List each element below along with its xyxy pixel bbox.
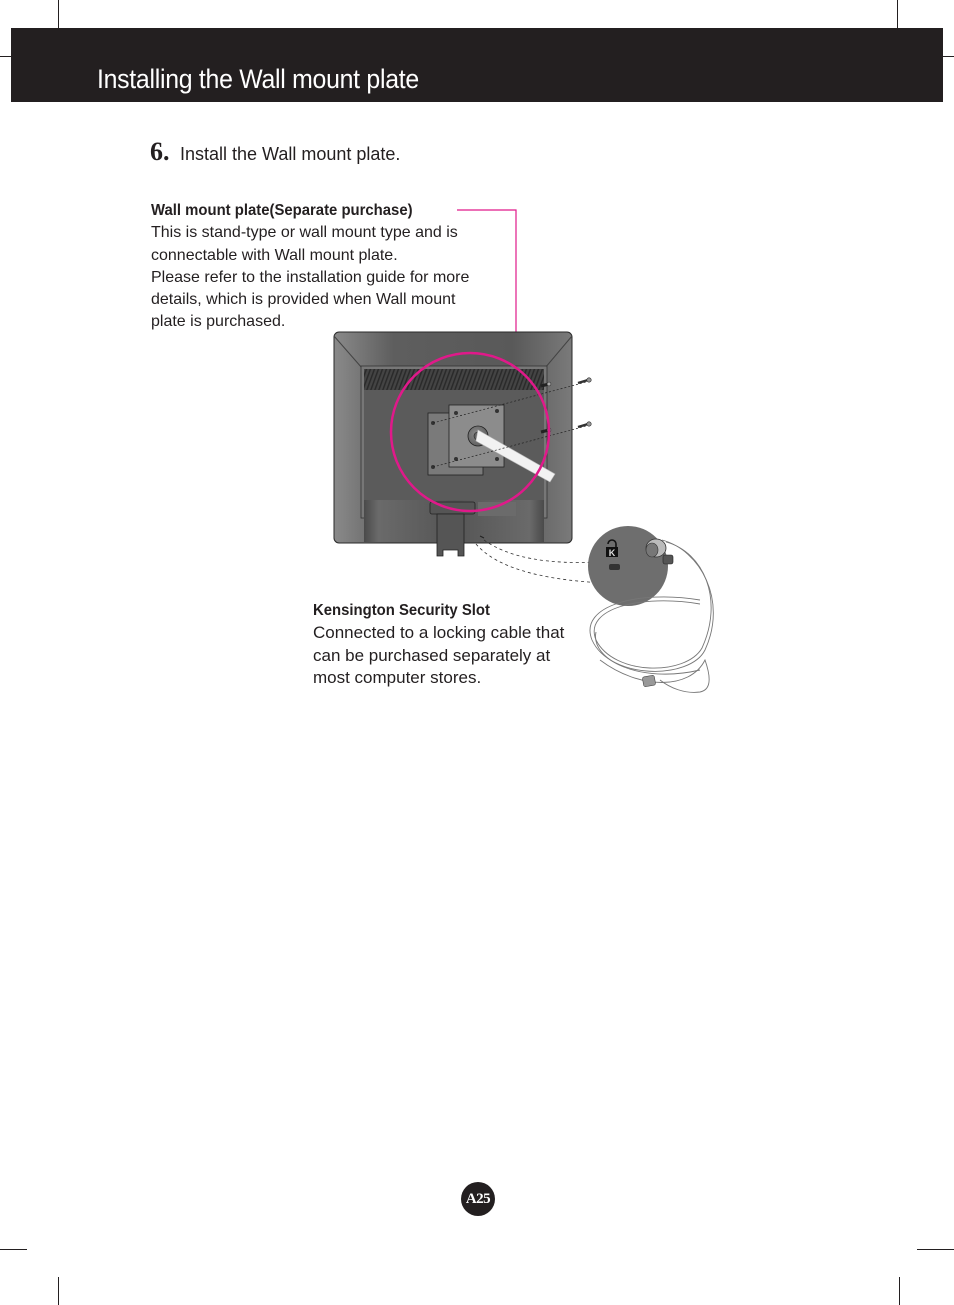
kensington-callout-title: Kensington Security Slot [313,602,490,619]
kensington-slot [609,564,620,570]
kensington-callout-line: can be purchased separately at [313,645,551,665]
wall-mount-callout-line: This is stand-type or wall mount type and is [151,224,458,242]
kensington-callout-line: Connected to a locking cable that [313,623,565,643]
section-title: Installing the Wall mount plate [97,64,419,94]
wall-mount-callout-line: Please refer to the installation guide for more [151,268,470,286]
screw-icon [578,422,591,427]
kensington-lock-detail [588,526,713,692]
wall-mount-callout-line: details, which is provided when Wall mount [151,291,456,309]
screw-icon [578,378,591,383]
wall-mount-callout-title: Wall mount plate(Separate purchase) [151,202,413,219]
crop-mark-bottom-left-vertical [58,1277,59,1305]
svg-text:K: K [608,548,616,558]
kensington-callout [313,599,564,689]
crop-mark-bottom-left-horizontal [0,1249,27,1250]
wall-mount-callout-line: plate is purchased. [151,313,286,331]
wall-mount-callout-line: connectable with Wall mount plate. [151,246,398,264]
crop-mark-bottom-right-vertical [899,1277,900,1305]
page-number-badge: A25 [461,1182,495,1216]
step-number: 6. [150,137,170,166]
kensington-callout-line: most computer stores. [313,667,482,687]
stand-neck [437,514,464,556]
step-text: Install the Wall mount plate. [179,144,401,164]
crop-mark-bottom-right-horizontal [917,1249,954,1250]
